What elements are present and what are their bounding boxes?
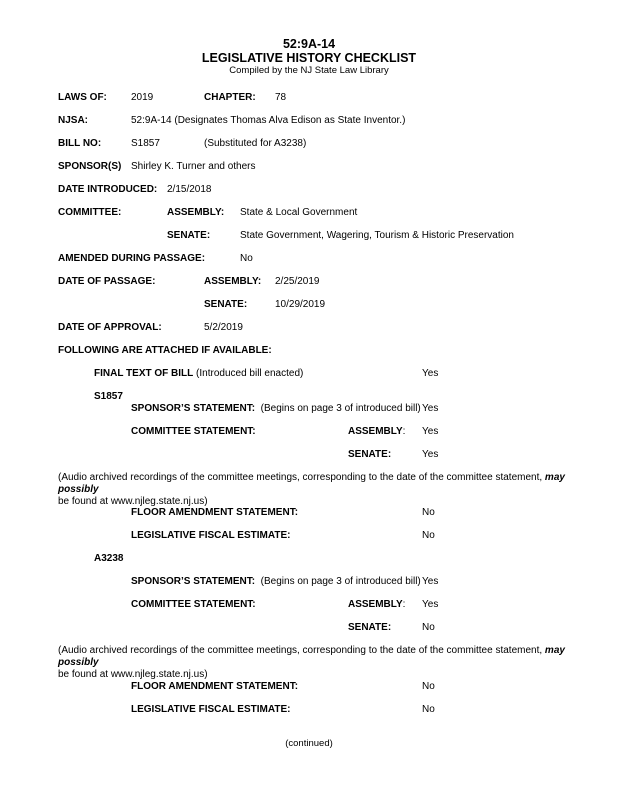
final-text-note: (Introduced bill enacted) [196,368,304,379]
continued-footer: (continued) [285,738,333,749]
sponsors-value: Shirley K. Turner and others [131,161,256,172]
chapter-value: 78 [275,92,287,103]
committee-senate-label: SENATE: [167,230,211,241]
committee-statement-label: COMMITTEE STATEMENT: [131,599,256,610]
committee-statement-assembly: ASSEMBLY: [348,599,406,610]
floor-amendment-label: FLOOR AMENDMENT STATEMENT: [131,507,299,518]
committee-statement-label: COMMITTEE STATEMENT: [131,426,256,437]
sponsor-statement-value: Yes [422,576,439,587]
committee-label: COMMITTEE: [58,207,122,218]
committee-statement-assembly-label: ASSEMBLY [348,426,403,437]
attached-heading: FOLLOWING ARE ATTACHED IF AVAILABLE: [58,345,272,356]
bill-no-label: BILL NO: [58,138,102,149]
sponsor-statement-label: SPONSOR’S STATEMENT: [131,576,256,587]
laws-of-value: 2019 [131,92,154,103]
committee-statement-assembly-label: ASSEMBLY [348,599,403,610]
bill-id: A3238 [94,553,124,564]
committee-statement-senate-value: Yes [422,449,439,460]
laws-of-label: LAWS OF: [58,92,107,103]
chapter-label: CHAPTER: [204,92,256,103]
sponsor-statement-note: (Begins on page 3 of introduced bill) [260,403,421,414]
date-introduced-value: 2/15/2018 [167,184,212,195]
committee-assembly-label: ASSEMBLY: [167,207,225,218]
njsa-label: NJSA: [58,115,89,126]
sponsor-statement-row [131,576,421,588]
final-text-label: FINAL TEXT OF BILL [94,368,194,379]
final-text-row [94,368,303,380]
committee-statement-senate-value: No [422,622,435,633]
committee-statement-assembly-value: Yes [422,426,439,437]
sponsor-statement-value: Yes [422,403,439,414]
bill-id: S1857 [94,391,123,402]
passage-senate-label: SENATE: [204,299,248,310]
date-of-approval-label: DATE OF APPROVAL: [58,322,162,333]
amended-value: No [240,253,253,264]
audio-note-text: (Audio archived recordings of the committee meetings, corresponding to the date of the committee statement, [58,472,543,483]
committee-statement-senate-label: SENATE: [348,622,392,633]
bill-no-value: S1857 [131,138,160,149]
sponsor-statement-label: SPONSOR’S STATEMENT: [131,403,256,414]
page-title: LEGISLATIVE HISTORY CHECKLIST [201,51,417,65]
committee-statement-senate-label: SENATE: [348,449,392,460]
committee-statement-assembly: ASSEMBLY: [348,426,406,437]
final-text-value: Yes [422,368,439,379]
fiscal-estimate-label: LEGISLATIVE FISCAL ESTIMATE: [131,704,291,715]
passage-assembly-label: ASSEMBLY: [204,276,262,287]
floor-amendment-value: No [422,681,435,692]
page-subtitle: Compiled by the NJ State Law Library [229,65,389,76]
committee-assembly-value: State & Local Government [240,207,358,218]
fiscal-estimate-label: LEGISLATIVE FISCAL ESTIMATE: [131,530,291,541]
sponsors-label: SPONSOR(S) [58,161,122,172]
audio-note-tail: be found at www.njleg.state.nj.us) [58,496,208,507]
amended-label: AMENDED DURING PASSAGE: [58,253,206,264]
committee-statement-assembly-value: Yes [422,599,439,610]
audio-note [58,645,603,681]
passage-assembly-value: 2/25/2019 [275,276,320,287]
fiscal-estimate-value: No [422,530,435,541]
date-of-approval-value: 5/2/2019 [204,322,243,333]
bill-no-note: (Substituted for A3238) [204,138,307,149]
date-of-passage-label: DATE OF PASSAGE: [58,276,156,287]
floor-amendment-value: No [422,507,435,518]
audio-note-emphasis: may possibly [58,472,565,495]
date-introduced-label: DATE INTRODUCED: [58,184,158,195]
audio-note-emphasis: may possibly [58,645,565,668]
committee-senate-value: State Government, Wagering, Tourism & Historic Preservation [240,230,514,241]
audio-note [58,472,603,508]
floor-amendment-label: FLOOR AMENDMENT STATEMENT: [131,681,299,692]
passage-senate-value: 10/29/2019 [275,299,326,310]
audio-note-text: (Audio archived recordings of the committee meetings, corresponding to the date of the committee statement, [58,645,543,656]
audio-note-tail: be found at www.njleg.state.nj.us) [58,669,208,680]
citation-heading: 52:9A-14 [282,37,336,51]
sponsor-statement-note: (Begins on page 3 of introduced bill) [260,576,421,587]
sponsor-statement-row [131,403,421,415]
fiscal-estimate-value: No [422,704,435,715]
njsa-value: 52:9A-14 (Designates Thomas Alva Edison as State Inventor.) [131,115,406,126]
